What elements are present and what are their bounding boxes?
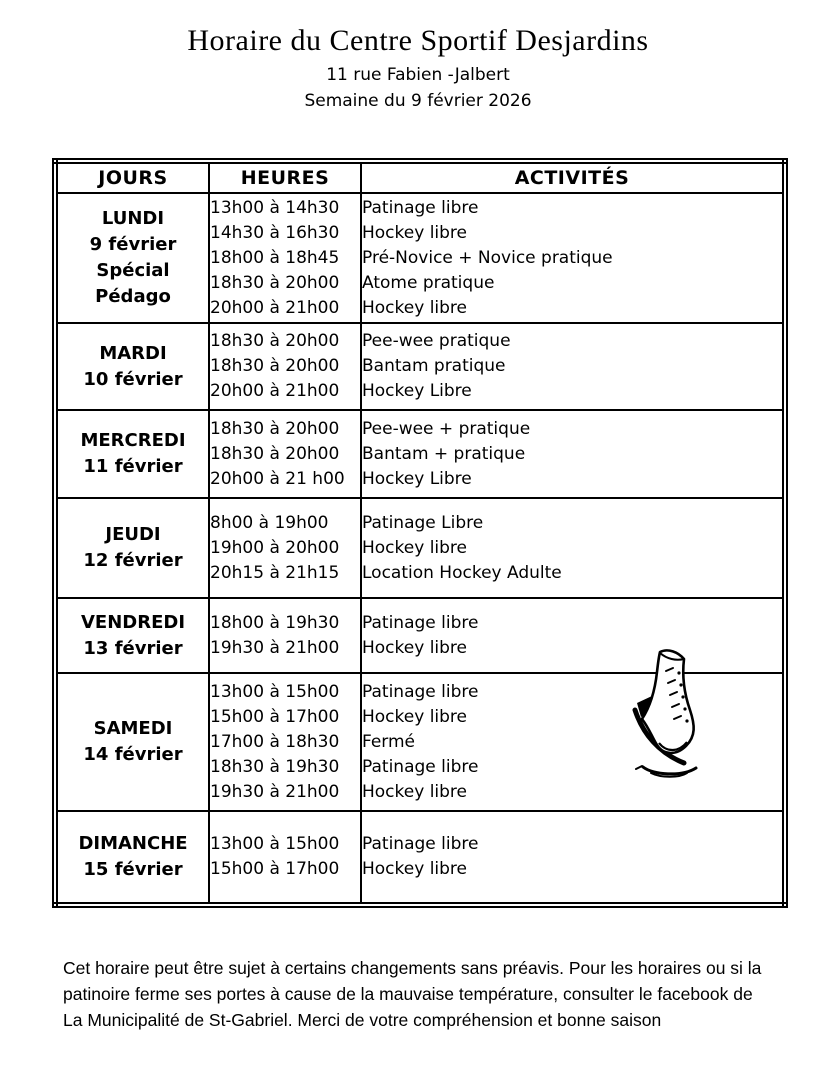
time-slot: 18h30 à 20h00 (210, 443, 340, 464)
activity: Patinage libre (362, 756, 479, 777)
table-row (55, 323, 785, 410)
day-line: 15 février (83, 859, 183, 880)
time-slot: 13h00 à 14h30 (210, 197, 340, 218)
activity: Patinage libre (362, 197, 479, 218)
day-cell (55, 598, 209, 673)
time-slot: 18h30 à 20h00 (210, 418, 340, 439)
hours-cell (209, 598, 361, 673)
time-slot: 8h00 à 19h00 (210, 512, 329, 533)
activity: Location Hockey Adulte (362, 562, 562, 583)
table-row (55, 193, 785, 323)
activities-cell (361, 673, 785, 811)
day-line: DIMANCHE (78, 833, 188, 854)
time-slot: 13h00 à 15h00 (210, 681, 340, 702)
activity: Hockey libre (362, 222, 468, 243)
time-slot: 18h00 à 18h45 (210, 247, 340, 268)
hours-cell (209, 193, 361, 323)
time-slot: 14h30 à 16h30 (210, 222, 340, 243)
activity: Fermé (362, 731, 416, 752)
header-row (55, 161, 785, 193)
week-line: Semaine du 9 février 2026 (304, 91, 532, 111)
activities-cell (361, 323, 785, 410)
time-slot: 18h30 à 19h30 (210, 756, 340, 777)
time-slot: 15h00 à 17h00 (210, 706, 340, 727)
document-header (0, 24, 836, 111)
activity: Hockey libre (362, 706, 468, 727)
hours-cell (209, 410, 361, 498)
schedule-body (55, 193, 785, 905)
activity: Atome pratique (362, 272, 495, 293)
day-line: 13 février (83, 637, 183, 659)
schedule-table (52, 158, 788, 908)
time-slot: 19h30 à 21h00 (210, 637, 340, 658)
page-title: Horaire du Centre Sportif Desjardins (187, 24, 649, 57)
header-activites: ACTIVITÉS (361, 161, 785, 193)
day-cell (55, 498, 209, 598)
time-slot: 20h00 à 21h00 (210, 297, 340, 318)
activities-cell (361, 193, 785, 323)
activity: Hockey Libre (362, 381, 472, 401)
activity: Hockey Libre (362, 468, 472, 489)
activities-cell (361, 598, 785, 673)
header-heures: HEURES (209, 161, 361, 193)
activity: Pee-wee + pratique (362, 418, 531, 439)
hours-cell (209, 811, 361, 905)
day-line: 9 février (89, 234, 177, 255)
hours-cell (209, 673, 361, 811)
day-line: LUNDI (101, 208, 165, 229)
day-line: 14 février (83, 744, 183, 765)
time-slot: 20h00 à 21h00 (210, 381, 340, 401)
day-line: MERCREDI (80, 430, 186, 451)
activity: Bantam pratique (362, 356, 506, 376)
schedule-table-wrap (52, 158, 782, 908)
time-slot: 15h00 à 17h00 (210, 859, 340, 879)
day-line: MARDI (99, 342, 167, 364)
figure-skate-icon (626, 646, 718, 782)
day-line: 11 février (83, 456, 183, 477)
time-slot: 13h00 à 15h00 (210, 834, 340, 854)
day-line: VENDREDI (80, 611, 186, 633)
day-line: 10 février (83, 368, 183, 390)
activity: Hockey libre (362, 537, 468, 558)
table-row (55, 410, 785, 498)
time-slot: 20h00 à 21 h00 (210, 468, 345, 489)
day-cell (55, 323, 209, 410)
time-slot: 20h15 à 21h15 (210, 562, 340, 583)
activity: Hockey libre (362, 859, 468, 879)
table-row (55, 811, 785, 905)
time-slot: 17h00 à 18h30 (210, 731, 340, 752)
day-cell (55, 811, 209, 905)
table-row (55, 498, 785, 598)
day-cell (55, 193, 209, 323)
time-slot: 18h30 à 20h00 (210, 356, 340, 376)
time-slot: 18h30 à 20h00 (210, 331, 340, 351)
time-slot: 18h00 à 19h30 (210, 612, 340, 633)
activity: Pré-Novice + Novice pratique (362, 247, 613, 268)
address-line: 11 rue Fabien -Jalbert (326, 65, 510, 85)
activity: Hockey libre (362, 637, 468, 658)
day-cell (55, 673, 209, 811)
day-line: 12 février (83, 550, 183, 571)
day-line: Spécial Pédago (95, 260, 171, 307)
hours-cell (209, 498, 361, 598)
time-slot: 19h00 à 20h00 (210, 537, 340, 558)
activity: Patinage libre (362, 681, 479, 702)
activities-cell (361, 498, 785, 598)
day-line: JEUDI (105, 524, 161, 545)
day-line: SAMEDI (93, 718, 173, 739)
footer-note: Cet horaire peut être sujet à certains changements sans préavis. Pour les horaires ou si la patinoire ferme ses portes à cause de la mauvaise température, consulter le facebook de La Municipalité de St-Gabriel. Merci de votre compréhension et bonne saison (63, 958, 762, 1030)
day-cell (55, 410, 209, 498)
activity: Bantam + pratique (362, 443, 526, 464)
hours-cell (209, 323, 361, 410)
activity: Patinage Libre (362, 512, 484, 533)
time-slot: 18h30 à 20h00 (210, 272, 340, 293)
header-jours: JOURS (55, 161, 209, 193)
activities-cell (361, 410, 785, 498)
activities-cell (361, 811, 785, 905)
activity: Patinage libre (362, 834, 479, 854)
activity: Hockey libre (362, 781, 468, 802)
activity: Hockey libre (362, 297, 468, 318)
time-slot: 19h30 à 21h00 (210, 781, 340, 802)
activity: Pee-wee pratique (362, 331, 511, 351)
activity: Patinage libre (362, 612, 479, 633)
